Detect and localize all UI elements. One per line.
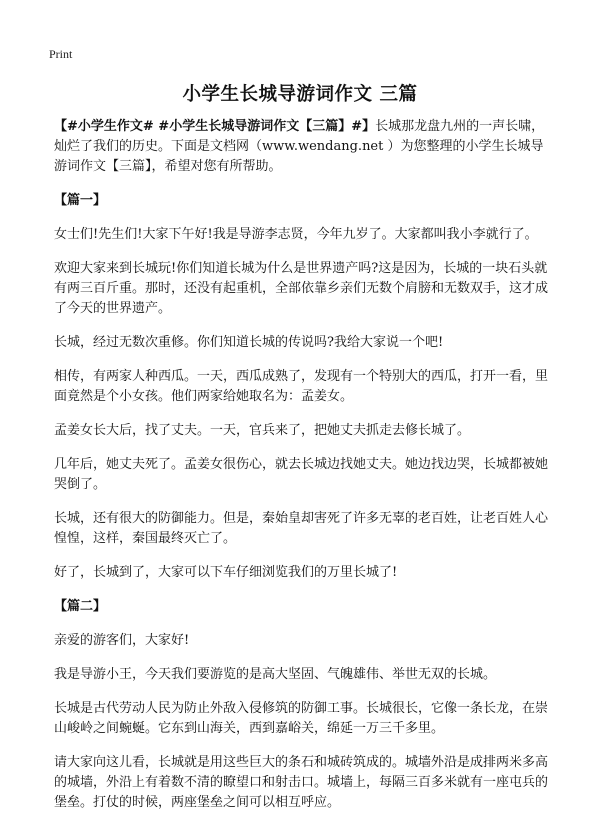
intro-paragraph [54, 117, 554, 177]
paragraph: 长城是古代劳动人民为防止外敌入侵修筑的防御工事。长城很长，它像一条长龙，在崇山峻岭之间蜿蜒。它东到山海关，西到嘉峪关，绵延一万三千多里。 [54, 701, 549, 736]
paragraph: 好了，长城到了，大家可以下车仔细浏览我们的万里长城了! [54, 565, 398, 580]
intro-tag: 【#小学生作文# #小学生长城导游词作文【三篇】#】 [54, 119, 376, 134]
intro-text: 长城那龙盘九州的一声长啸，灿烂了我们的历史。下面是文档网（www.wendang.net ）为您整理的小学生长城导游词作文【三篇】，希望对您有所帮助。 [54, 119, 545, 174]
paragraph: 孟姜女长大后，找了丈夫。一天，官兵来了，把她丈夫抓走去修长城了。 [54, 423, 471, 438]
paragraph: 请大家向这儿看，长城就是用这些巨大的条石和城砖筑成的。城墙外沿是成排两米多高的城墙，外沿上有着数不清的瞭望口和射击口。城墙上，每隔三百多米就有一座屯兵的堡垒。打仗的时候，两座堡垒之间可以相互呼应。 [54, 755, 549, 810]
paragraph: 几年后，她丈夫死了。孟姜女很伤心，就去长城边找她丈夫。她边找边哭，长城都被她哭倒了。 [54, 457, 549, 492]
paragraph: 欢迎大家来到长城玩!你们知道长城为什么是世界遗产吗?这是因为，长城的一块石头就有两三百斤重。那时，还没有起重机，全部依靠乡亲们无数个肩膀和无数双手，这才成了今天的世界遗产。 [54, 261, 549, 316]
paragraph: 长城，经过无数次重修。你们知道长城的传说吗?我给大家说一个吧! [54, 335, 444, 350]
section-heading-2: 【篇二】 [54, 599, 107, 614]
paragraph: 亲爱的游客们，大家好! [54, 633, 190, 648]
document-body [54, 117, 554, 827]
paragraph: 相传，有两家人种西瓜。一天，西瓜成熟了，发现有一个特别大的西瓜，打开一看，里面竟然是个小女孩。他们两家给她取名为：孟姜女。 [54, 369, 549, 404]
section-heading-1: 【篇一】 [54, 193, 107, 208]
paragraph: 长城，还有很大的防御能力。但是，秦始皇却害死了许多无辜的老百姓，让老百姓人心惶惶，这样，秦国最终灭亡了。 [54, 511, 549, 546]
document-title: 小学生长城导游词作文 三篇 [182, 84, 418, 105]
print-label: Print [49, 47, 73, 61]
paragraph: 女士们!先生们!大家下午好!我是导游李志贤，今年九岁了。大家都叫我小李就行了。 [54, 227, 538, 242]
paragraph: 我是导游小王，今天我们要游览的是高大坚固、气魄雄伟、举世无双的长城。 [54, 667, 497, 682]
